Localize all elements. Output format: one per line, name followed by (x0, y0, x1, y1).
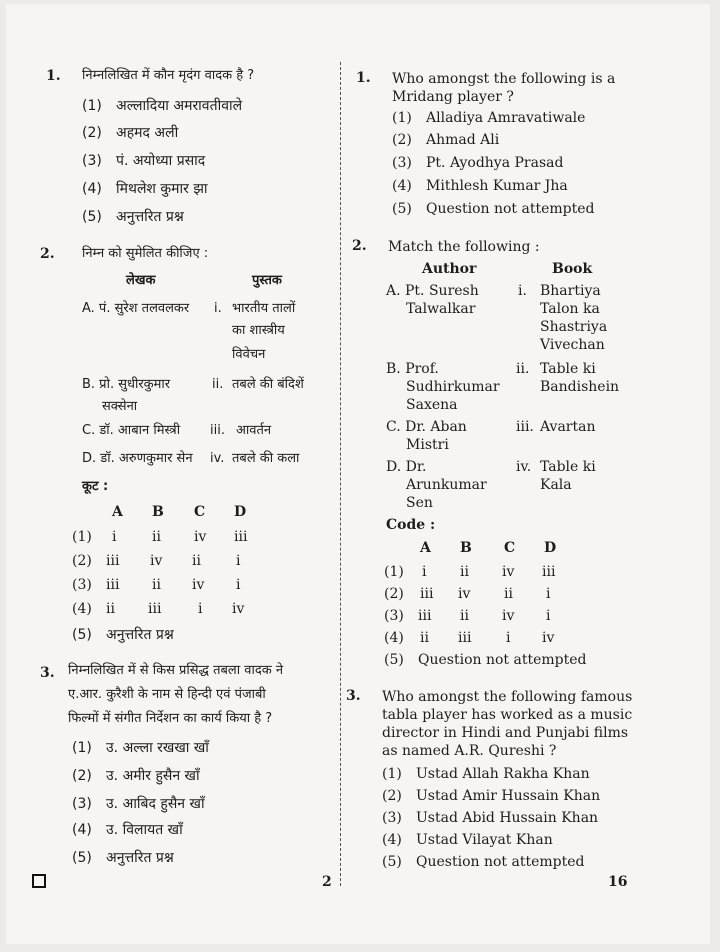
match-author-b: Saxena (406, 397, 458, 413)
match-author-b: सक्सेना (102, 399, 138, 414)
match-book-i: Shastriya (540, 319, 608, 335)
match-author-a: A. Pt. Suresh (386, 283, 479, 299)
question-text: निम्नलिखित में कौन मृदंग वादक है ? (82, 68, 255, 83)
code-label: कूट : (82, 479, 109, 494)
match-author-c: C. डॉ. आबान मिस्त्री (82, 423, 181, 438)
option-1: (1) Ustad Allah Rakha Khan (382, 766, 590, 782)
match-book-i: Bhartiya (540, 283, 601, 299)
option-2: (2) अहमद अली (82, 125, 179, 141)
option-3: (3) उ. आबिद हुसैन खाँ (72, 796, 205, 812)
match-book-ii: तबले की बंदिशें (232, 377, 304, 392)
match-roman-i: i. (518, 283, 527, 299)
option-2: (2) उ. अमीर हुसैन खाँ (72, 768, 200, 784)
option-5: (5) Question not attempted (382, 854, 585, 870)
match-author-a: A. पं. सुरेश तलवलकर (82, 301, 190, 316)
match-roman-i: i. (214, 301, 222, 316)
question-number: 3. (346, 688, 361, 704)
match-book-iv: Table ki (540, 459, 596, 475)
option-2: (2) Ustad Amir Hussain Khan (382, 788, 601, 804)
code-row: (2) iii iv ii i (72, 553, 241, 569)
question-number: 2. (352, 238, 367, 254)
code-row: (1) i ii iv iii (384, 564, 556, 580)
option-5: (5) Question not attempted (392, 201, 595, 217)
question-number: 3. (40, 665, 55, 681)
option-5: (5) Question not attempted (384, 652, 587, 668)
option-3: (3) पं. अयोध्या प्रसाद (82, 153, 206, 169)
code-header-row: A B C D (112, 504, 247, 520)
question-number: 1. (356, 70, 371, 86)
match-author-b: Sudhirkumar (406, 379, 500, 395)
option-5: (5) अनुत्तरित प्रश्न (82, 209, 184, 225)
code-row: (4) ii iii i iv (72, 601, 245, 617)
question-text: Who amongst the following famous (382, 689, 633, 705)
page-number-left: 2 (322, 874, 332, 890)
match-book-i: का शास्त्रीय (232, 323, 285, 338)
column-heading-book: Book (552, 261, 593, 277)
match-roman-iii: iii. (516, 419, 534, 435)
column-heading-author: Author (422, 261, 477, 277)
match-book-iii: Avartan (540, 419, 596, 435)
column-heading-book: पुस्तक (252, 273, 282, 288)
match-book-iv: Kala (540, 477, 572, 493)
match-roman-ii: ii. (212, 377, 224, 392)
question-text: Match the following : (388, 239, 540, 255)
question-number: 1. (46, 68, 61, 84)
match-book-iii: आवर्तन (236, 423, 272, 438)
option-3: (3) Ustad Abid Hussain Khan (382, 810, 599, 826)
option-1: (1) अल्लादिया अमरावतीवाले (82, 98, 243, 114)
question-text: as named A.R. Qureshi ? (382, 743, 557, 759)
question-text: tabla player has worked as a music (382, 707, 633, 723)
option-2: (2) Ahmad Ali (392, 132, 500, 148)
code-row: (4) ii iii i iv (384, 630, 555, 646)
column-divider (340, 62, 341, 886)
match-book-iv: तबले की कला (232, 451, 300, 466)
code-row: (1) i ii iv iii (72, 529, 248, 545)
match-author-d: D. डॉ. अरुणकुमार सेन (82, 451, 193, 466)
question-text: Who amongst the following is a (392, 71, 616, 87)
match-book-i: Talon ka (540, 301, 600, 317)
match-book-i: Vivechan (540, 337, 605, 353)
match-author-d: Sen (406, 495, 433, 511)
match-author-c: C. Dr. Aban (386, 419, 467, 435)
match-author-a: Talwalkar (406, 301, 476, 317)
question-text: Mridang player ? (392, 89, 514, 105)
code-row: (2) iii iv ii i (384, 586, 551, 602)
code-row: (3) iii ii iv i (72, 577, 241, 593)
match-roman-ii: ii. (516, 361, 530, 377)
code-header-row: A B C D (420, 540, 557, 556)
question-text: ए.आर. कुरैशी के नाम से हिन्दी एवं पंजाबी (68, 687, 266, 702)
question-text: फिल्मों में संगीत निर्देशन का कार्य किया है ? (68, 711, 273, 726)
square-mark-icon (32, 874, 46, 888)
match-author-d: D. Dr. (386, 459, 427, 475)
option-4: (4) उ. विलायत खाँ (72, 822, 183, 838)
match-author-d: Arunkumar (406, 477, 487, 493)
code-row: (3) iii ii iv i (384, 608, 551, 624)
option-4: (4) Mithlesh Kumar Jha (392, 178, 568, 194)
match-book-ii: Table ki (540, 361, 596, 377)
code-label: Code : (386, 517, 436, 533)
match-author-c: Mistri (406, 437, 449, 453)
question-text: director in Hindi and Punjabi films (382, 725, 629, 741)
column-heading-author: लेखक (126, 273, 156, 288)
match-book-ii: Bandishein (540, 379, 620, 395)
option-4: (4) Ustad Vilayat Khan (382, 832, 553, 848)
option-1: (1) Alladiya Amravatiwale (392, 110, 586, 126)
match-roman-iii: iii. (210, 423, 225, 438)
option-3: (3) Pt. Ayodhya Prasad (392, 155, 564, 171)
option-5: (5) अनुत्तरित प्रश्न (72, 850, 174, 866)
match-roman-iv: iv. (210, 451, 225, 466)
page-number-right: 16 (608, 874, 628, 890)
question-paper-page (6, 4, 710, 944)
option-5: (5) अनुत्तरित प्रश्न (72, 627, 174, 643)
question-text: निम्न को सुमेलित कीजिए : (82, 246, 209, 261)
match-author-b: B. प्रो. सुधीरकुमार (82, 377, 171, 392)
match-author-b: B. Prof. (386, 361, 439, 377)
question-number: 2. (40, 246, 55, 262)
option-1: (1) उ. अल्ला रखखा खाँ (72, 740, 209, 756)
match-book-i: भारतीय तालों (232, 301, 296, 316)
match-roman-iv: iv. (516, 459, 532, 475)
match-book-i: विवेचन (232, 347, 266, 362)
question-text: निम्नलिखित में से किस प्रसिद्ध तबला वादक ने (68, 663, 284, 678)
option-4: (4) मिथलेश कुमार झा (82, 181, 208, 197)
